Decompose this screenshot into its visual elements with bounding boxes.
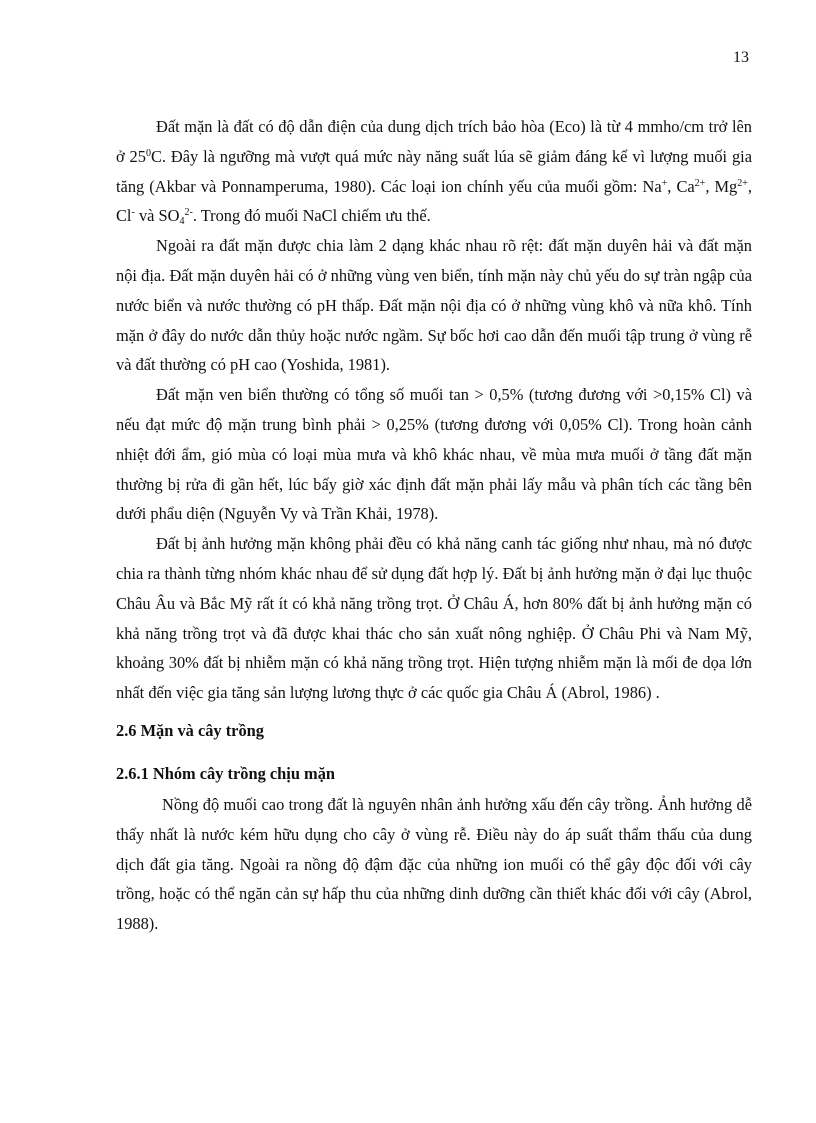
ion-charge-so4: 2- (184, 207, 193, 219)
paragraph-saline-soil-types: Ngoài ra đất mặn được chia làm 2 dạng khác nhau rõ rệt: đất mặn duyên hải và đất mặn nội địa. Đất mặn duyên hải có ở những vùng ven biển, tính mặn này chủ yếu do sự tràn ngập của nước biển và nước thường có pH thấp. Đất mặn nội địa có ở những vùng khô và nữa khô. Tính mặn ở đây do nước dẫn thủy hoặc nước ngầm. Sự bốc hơi cao dẫn đến muối tập trung ở vùng rễ và đất thường có pH cao (Yoshida, 1981). (116, 236, 752, 375)
paragraph-salt-effects: Nồng độ muối cao trong đất là nguyên nhân ảnh hưởng xấu đến cây trồng. Ảnh hưởng dễ thấy nhất là nước kém hữu dụng cho cây ở vùng rễ. Điều này do áp suất thẩm thấu của dung dịch đất gia tăng. Ngoài ra nồng độ đậm đặc của những ion muối có thể gây độc đối với cây trồng, hoặc có thể ngăn cản sự hấp thu của những dinh dưỡng cần thiết khác đối với cây (Abrol, 1988). (116, 794, 752, 934)
paragraph-saline-soil-definition: Đất mặn là đất có độ dẫn điện của dung dịch trích bảo hòa (Eco) là từ 4 mmho/cm trở lên ở $25^0C$. Đây là ngưỡng mà vượt quá mức này năng suất lúa sẽ giảm đáng kể vì lượng muối gia tăng (Akbar và Ponnamperuma, 1980). Các loại ion chính yếu của muối gồm: Na+, $Ca^{2+}$, $Mg^{2+}$, Cl- và $SO_4^{2-}$. Trong đó muối NaCl chiếm ưu thế. (116, 117, 752, 228)
paragraph-land-use-classification: Đất bị ảnh hưởng mặn không phải đều có khả năng canh tác giống như nhau, mà nó được chia ra thành từng nhóm khác nhau để sử dụng đất hợp lý. Đất bị ảnh hưởng mặn ở đại lục thuộc Châu Âu và Bắc Mỹ rất ít có khả năng trồng trọt. Ở Châu Á, hơn 80% đất bị ảnh hưởng mặn có khả năng trồng trọt và đã được khai thác cho sản xuất nông nghiệp. Ở Châu Phi và Nam Mỹ, khoảng 30% đất bị nhiễm mặn có khả năng trồng trọt. Hiện tượng nhiễm mặn là mối đe dọa lớn nhất đến việc gia tăng sản lượng lương thực ở các quốc gia Châu Á (Abrol, 1986) . (116, 534, 752, 703)
page-number: 13 (733, 49, 749, 66)
ion-charge-mg: 2+ (737, 177, 748, 189)
paragraph-coastal-saline-soil: Đất mặn ven biển thường có tổng số muối tan > 0,5% (tương đương với >0,15% Cl) và nếu đạt mức độ mặn trung bình phải > 0,25% (tương đương với 0,05% Cl). Trong hoàn cảnh nhiệt đới ẩm, gió mùa có loại mùa mưa và khô khác nhau, về mùa mưa muối ở tầng đất mặn thường bị rửa đi gần hết, lúc bấy giờ xác định đất mặn phải lấy mẫu và phân tích các tầng bên dưới phẩu diện (Nguyễn Vy và Trần Khải, 1978). (116, 385, 752, 524)
document-body (116, 112, 752, 939)
section-heading: 2.6 Mặn và cây trồng (116, 720, 264, 740)
subsection-heading: 2.6.1 Nhóm cây trồng chịu mặn (116, 763, 336, 783)
ion-charge-cl: - (131, 207, 135, 219)
so4-subscript: 4 (179, 216, 185, 228)
ion-charge-ca: 2+ (694, 177, 706, 189)
ion-charge-na: + (661, 177, 668, 189)
degree-superscript: 0 (145, 147, 151, 159)
